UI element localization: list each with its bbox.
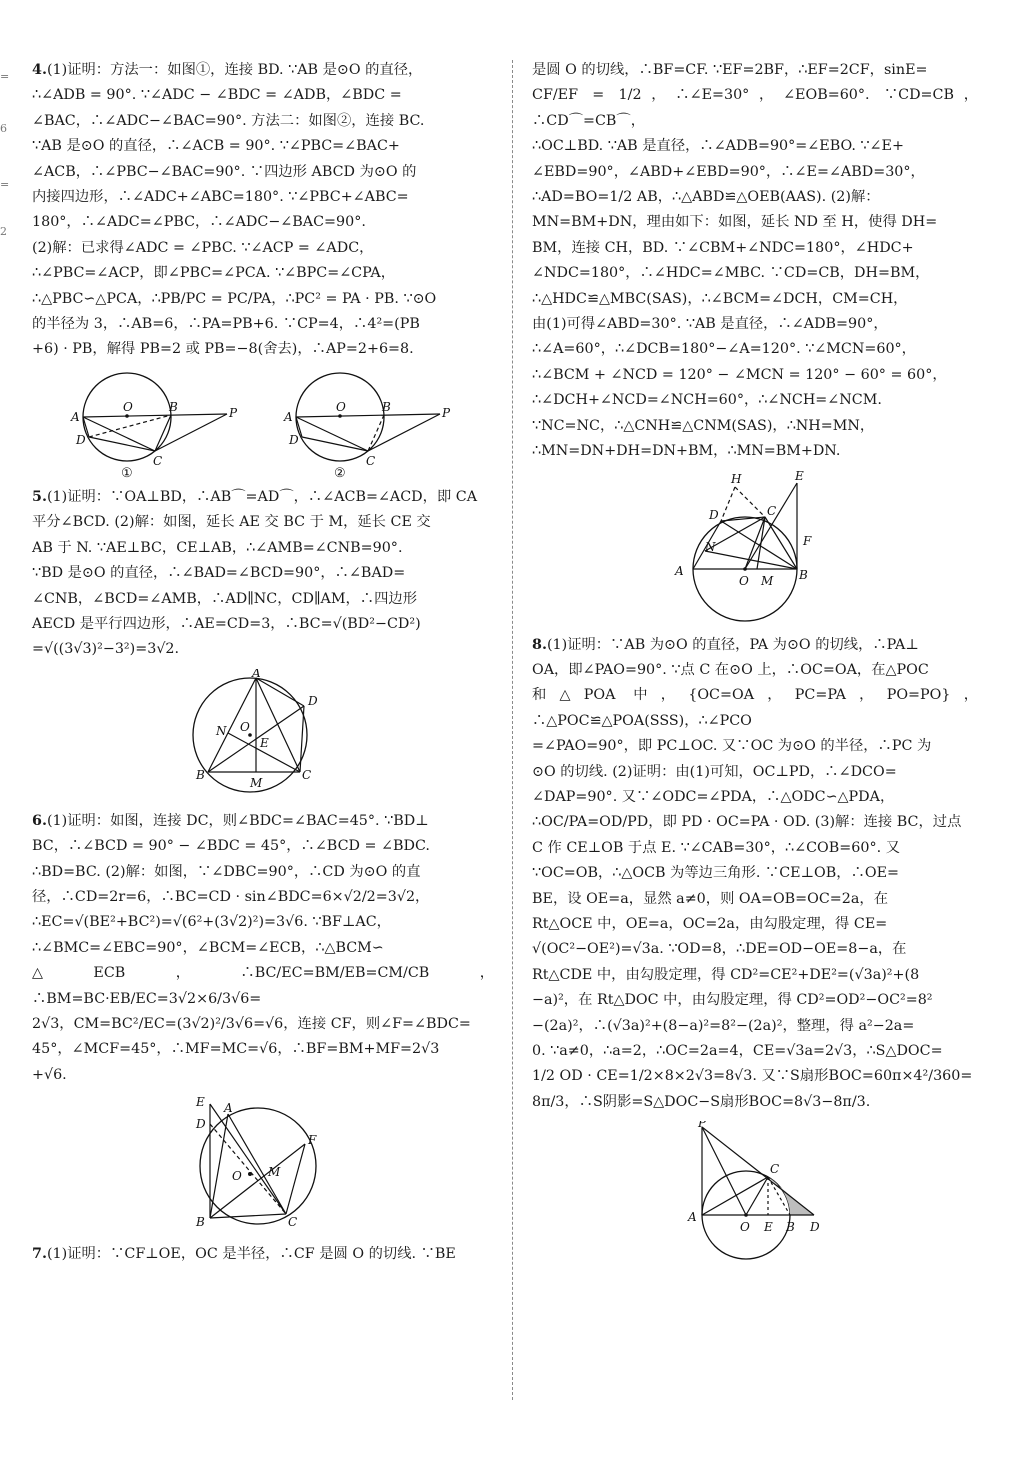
- solution-line: C 作 CE⊥OB 于点 E. ∵∠CAB=30°，∴∠COB=60°. 又: [532, 839, 900, 856]
- problem-4: [32, 58, 494, 479]
- left-column: [32, 58, 494, 1268]
- solution-line: 8π/3，∴S阴影=S△DOC−S扇形BOC=8√3−8π/3.: [532, 1093, 871, 1110]
- solution-line: 180°，∴∠ADC=∠PBC，∴∠ADC−∠BAC=90°.: [32, 214, 366, 231]
- solution-line: 和△POA 中，{OC=OA，PC=PA，PO=PO}，∴△POC≌△POA(SSS)，∴∠PCO: [532, 687, 978, 729]
- solution-line: ∠EBD=90°，∠ABD+∠EBD=90°，∴∠E=∠ABD=30°，: [532, 163, 925, 180]
- solution-line: ∠ACB，∴∠PBC−∠BAC=90°. ∵四边形 ABCD 为⊙O 的: [32, 163, 417, 180]
- point-label: B: [382, 399, 391, 414]
- point-label: B: [169, 399, 178, 414]
- figure-8: [532, 1121, 978, 1267]
- solution-line: (2)解：已求得∠ADC = ∠PBC. ∵∠ACP = ∠ADC，: [32, 239, 374, 256]
- problem-7-continued: [532, 58, 978, 627]
- point-label: C: [366, 453, 376, 468]
- point-label: M: [250, 775, 263, 790]
- solution-line: 径，∴CD=2r=6，∴BC=CD · sin∠BDC=6×√2/2=3√2，: [32, 888, 430, 905]
- point-label: D: [308, 693, 318, 708]
- figure-5-diagram: [188, 669, 338, 799]
- point-label: N: [705, 539, 716, 554]
- solution-line: ∴∠ADB = 90°. ∵∠ADC − ∠BDC = ∠ADB，∠BDC =: [32, 87, 402, 104]
- point-label: C: [153, 453, 163, 468]
- problem-number: 8.: [532, 636, 547, 653]
- point-label: A: [252, 668, 261, 680]
- point-label: B: [196, 767, 205, 782]
- solution-line: +6) · PB，解得 PB=2 或 PB=−8(舍去)，∴AP=2+6=8.: [32, 341, 414, 358]
- solution-line: ⊙O 的切线. (2)证明：由(1)可知，OC⊥PD，∴∠DCO=: [532, 763, 897, 780]
- point-label: A: [71, 409, 80, 424]
- figure-8-diagram: [680, 1121, 830, 1263]
- margin-mark: =: [0, 70, 10, 83]
- point-label: A: [688, 1210, 697, 1225]
- solution-line: 由(1)可得∠ABD=30°. ∵AB 是直径，∴∠ADB=90°，: [532, 316, 888, 333]
- point-label: M: [268, 1165, 281, 1180]
- solution-line: 0. ∵a≠0，∴a=2，∴OC=2a=4，CE=√3a=2√3，∴S△DOC=: [532, 1043, 943, 1059]
- solution-line: 2√3，CM=BC²/EC=(3√2)²/3√6=√6，连接 CF，则∠F=∠BDC=: [32, 1015, 471, 1032]
- figure-caption: ①: [121, 465, 133, 479]
- point-label: C: [770, 1162, 780, 1177]
- figure-4: [32, 369, 494, 479]
- solution-line: 是圆 O 的切线，∴BF=CF. ∵EF=2BF，∴EF=2CF，sinE=: [532, 62, 928, 78]
- point-label: O: [739, 573, 749, 588]
- solution-line: Rt△OCE 中，OE=a，OC=2a，由勾股定理，得 CE=: [532, 915, 888, 932]
- solution-line: ∴BD=BC. (2)解：如图，∵∠DBC=90°，∴CD 为⊙O 的直: [32, 863, 421, 880]
- point-label: D: [709, 507, 719, 522]
- point-label: E: [764, 1220, 773, 1235]
- point-label: N: [216, 723, 227, 738]
- point-label: C: [288, 1215, 298, 1230]
- point-label: A: [224, 1101, 233, 1116]
- solution-line: ∴△HDC≌△MBC(SAS)，∴∠BCM=∠DCH，CM=CH，: [532, 290, 908, 307]
- figure-4-2: [282, 369, 457, 479]
- solution-line: ∵OC=OB，∴△OCB 为等边三角形. ∵CE⊥OB，∴OE=: [532, 865, 900, 882]
- column-divider: [512, 60, 513, 1400]
- problem-5: [32, 485, 494, 803]
- solution-line: OA，即∠PAO=90°. ∵点 C 在⊙O 上，∴OC=OA，在△POC: [532, 661, 929, 678]
- solution-line: −a)²，在 Rt△DOC 中，由勾股定理，得 CD²=OD²−OC²=8²: [532, 992, 933, 1009]
- point-label: B: [786, 1220, 795, 1235]
- figure-7-diagram: [665, 471, 845, 623]
- figure-6-diagram: [188, 1094, 338, 1232]
- problem-7-start: [32, 1242, 494, 1267]
- solution-line: (1)证明：∵AB 为⊙O 的直径，PA 为⊙O 的切线，∴PA⊥: [546, 636, 919, 653]
- point-label: E: [795, 470, 804, 483]
- point-label: C: [767, 503, 777, 518]
- solution-line: ∠NDC=180°，∴∠HDC=∠MBC. ∵CD=CB，DH=BM，: [532, 265, 930, 282]
- solution-line: 平分∠BCD. (2)解：如图，延长 AE 交 BC 于 M，延长 CE 交: [32, 514, 431, 531]
- figure-4-1: [69, 369, 244, 479]
- point-label: D: [196, 1117, 206, 1132]
- figure-caption: ②: [334, 465, 346, 479]
- margin-mark: 2: [0, 225, 7, 238]
- solution-line: =∠PAO=90°，即 PC⊥OC. 又∵OC 为⊙O 的半径，∴PC 为: [532, 738, 932, 755]
- solution-line: ∵BD 是⊙O 的直径，∴∠BAD=∠BCD=90°，∴∠BAD=: [32, 565, 406, 582]
- point-label: E: [196, 1095, 205, 1110]
- point-label: B: [196, 1215, 205, 1230]
- solution-line: ∠DAP=90°. 又∵∠ODC=∠PDA，∴△ODC∽△PDA，: [532, 788, 895, 805]
- solution-line: ∴∠BMC=∠EBC=90°，∠BCM=∠ECB，∴△BCM∽: [32, 939, 384, 956]
- solution-line: Rt△CDE 中，由勾股定理，得 CD²=CE²+DE²=(√3a)²+(8: [532, 966, 920, 983]
- figure-7: [532, 471, 978, 627]
- solution-line: ∴MN=DN+DH=DN+BM，∴MN=BM+DN.: [532, 443, 841, 460]
- margin-mark: =: [0, 178, 10, 191]
- solution-line: (1)证明：如图，连接 DC，则∠BDC=∠BAC=45°. ∵BD⊥: [46, 812, 429, 829]
- point-label: D: [76, 432, 86, 447]
- problem-number: 5.: [32, 488, 47, 505]
- solution-line: +√6.: [32, 1066, 67, 1083]
- point-label: O: [740, 1220, 750, 1235]
- solution-line: ∴△PBC∽△PCA，∴PB/PC = PC/PA，∴PC² = PA · PB. ∵⊙O: [32, 290, 437, 307]
- point-label: O: [336, 399, 346, 414]
- solution-line: (1)证明：∵OA⊥BD，∴AB⌒=AD⌒，∴∠ACB=∠ACD，即 CA: [46, 488, 478, 505]
- problem-8: [532, 633, 978, 1268]
- problem-number: 6.: [32, 812, 47, 829]
- point-label: H: [731, 471, 742, 486]
- solution-line: BE，设 OE=a，显然 a≠0，则 OA=OB=OC=2a，在: [532, 890, 888, 907]
- solution-line: ∴AD=BO=1/2 AB，∴△ABD≌△OEB(AAS). (2)解：: [532, 189, 880, 206]
- point-label: D: [289, 432, 299, 447]
- point-label: F: [308, 1133, 317, 1148]
- margin-mark: 6: [0, 122, 7, 135]
- solution-line: △ECB，∴BC/EC=BM/EB=CM/CB，∴BM=BC·EB/EC=3√2×6/3√6=: [32, 965, 494, 1007]
- solution-line: −(2a)²，∴(√3a)²+(8−a)²=8²−(2a)²，整理，得 a²−2a=: [532, 1017, 915, 1034]
- solution-line: 1/2 OD · CE=1/2×8×2√3=8√3. 又∵S扇形BOC=60π×4²/360=: [532, 1068, 973, 1085]
- solution-line: ∴∠PBC=∠ACP，即∠PBC=∠PCA. ∵∠BPC=∠CPA，: [32, 265, 396, 282]
- point-label: P: [698, 1121, 707, 1131]
- solution-line: ∴OC/PA=OD/PD，即 PD · OC=PA · OD. (3)解：连接 BC，过点: [532, 814, 962, 831]
- solution-line: AB 于 N. ∵AE⊥BC，CE⊥AB，∴∠AMB=∠CNB=90°.: [32, 539, 403, 556]
- solution-line: CF/EF = 1/2，∴∠E=30°，∠EOB=60°. ∵CD=CB，∴CD⌒=CB⌒，: [532, 87, 978, 129]
- point-label: A: [675, 563, 684, 578]
- point-label: F: [803, 533, 812, 548]
- solution-line: ∴∠A=60°，∴∠DCB=180°−∠A=120°. ∵∠MCN=60°，: [532, 341, 916, 358]
- solution-line: BC，∴∠BCD = 90° − ∠BDC = 45°，∴∠BCD = ∠BDC.: [32, 838, 430, 855]
- problem-6: [32, 809, 494, 1236]
- point-label: B: [799, 567, 808, 582]
- solution-line: 内接四边形，∴∠ADC+∠ABC=180°. ∵∠PBC+∠ABC=: [32, 189, 409, 206]
- solution-line: ∴EC=√(BE²+BC²)=√(6²+(3√2)²)=3√6. ∵BF⊥AC，: [32, 914, 391, 931]
- solution-line: BM，连接 CH，BD. ∵∠CBM+∠NDC=180°，∠HDC+: [532, 239, 914, 256]
- problem-number: 4.: [32, 62, 47, 78]
- point-label: P: [442, 405, 451, 420]
- point-label: D: [810, 1220, 820, 1235]
- point-label: O: [232, 1169, 242, 1184]
- solution-line: ∠CNB，∠BCD=∠AMB，∴AD∥NC，CD∥AM，∴四边形: [32, 590, 417, 607]
- point-label: A: [284, 409, 293, 424]
- figure-6: [32, 1094, 494, 1236]
- point-label: O: [240, 719, 250, 734]
- solution-line: =√((3√3)²−3²)=3√2.: [32, 641, 180, 658]
- solution-line: ∠BAC，∴∠ADC−∠BAC=90°. 方法二：如图②，连接 BC.: [32, 112, 425, 129]
- solution-line: √(OC²−OE²)=√3a. ∵OD=8，∴DE=OD−OE=8−a，在: [532, 941, 907, 958]
- point-label: E: [260, 735, 269, 750]
- point-label: O: [123, 399, 133, 414]
- point-label: C: [302, 767, 312, 782]
- solution-line: 45°，∠MCF=45°，∴MF=MC=√6，∴BF=BM+MF=2√3: [32, 1041, 440, 1058]
- solution-line: ∴∠BCM + ∠NCD = 120° − ∠MCN = 120° − 60° = 60°，: [532, 366, 947, 383]
- point-label: P: [229, 405, 238, 420]
- problem-number: 7.: [32, 1246, 47, 1263]
- solution-line: MN=BM+DN，理由如下：如图，延长 ND 至 H，使得 DH=: [532, 214, 938, 231]
- solution-line: ∴∠DCH+∠NCD=∠NCH=60°，∴∠NCH=∠NCM.: [532, 392, 882, 409]
- solution-line: ∴OC⊥BD. ∵AB 是直径，∴∠ADB=90°=∠EBO. ∵∠E+: [532, 138, 904, 155]
- solution-line: 的半径为 3，∴AB=6，∴PA=PB+6. ∵CP=4，∴4²=(PB: [32, 316, 420, 333]
- point-label: M: [761, 573, 774, 588]
- solution-line: ∵NC=NC，∴△CNH≌△CNM(SAS)，∴NH=MN，: [532, 417, 875, 434]
- solution-line: (1)证明：∵CF⊥OE，OC 是半径，∴CF 是圆 O 的切线. ∵BE: [46, 1246, 456, 1263]
- solution-line: ∵AB 是⊙O 的直径，∴∠ACB = 90°. ∵∠PBC=∠BAC+: [32, 138, 400, 155]
- solution-line: AECD 是平行四边形，∴AE=CD=3，∴BC=√(BD²−CD²): [32, 615, 421, 632]
- figure-5: [32, 669, 494, 803]
- right-column: [532, 58, 978, 1273]
- solution-line: (1)证明：方法一：如图①，连接 BD. ∵AB 是⊙O 的直径，: [46, 62, 423, 78]
